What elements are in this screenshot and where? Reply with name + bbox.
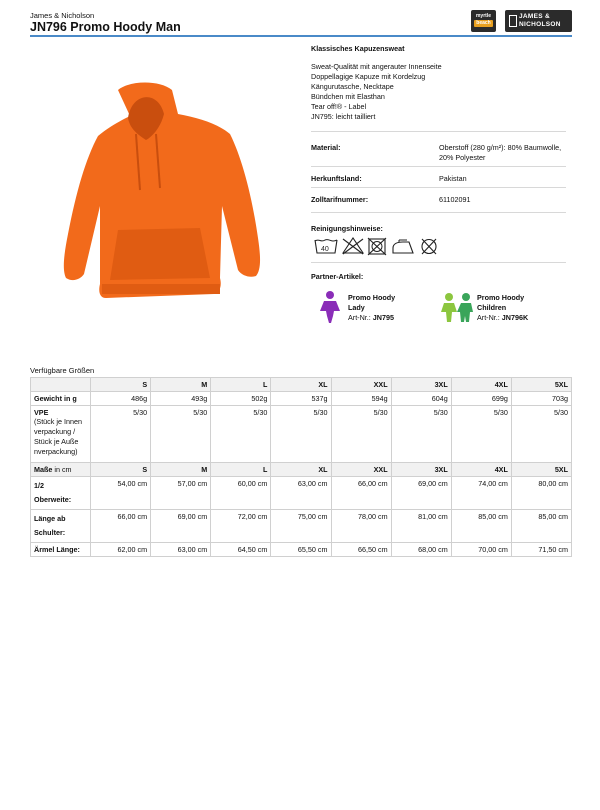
size-column-header: M bbox=[151, 378, 211, 392]
no-bleach-icon bbox=[343, 238, 363, 254]
vpe-row bbox=[31, 406, 572, 463]
weight-cell: 604g bbox=[391, 392, 451, 406]
vpe-cell: 5/30 bbox=[151, 406, 211, 463]
measure-column-header: XL bbox=[271, 463, 331, 477]
measure-column-header: XXL bbox=[331, 463, 391, 477]
measure-label bbox=[31, 463, 91, 477]
partner-name: Promo Hoody bbox=[348, 293, 396, 302]
myrtle-beach-logo bbox=[471, 10, 496, 32]
half-width-cell: 57,00 cm bbox=[151, 477, 211, 510]
weight-label: Gewicht in g bbox=[31, 392, 91, 406]
divider bbox=[311, 262, 566, 263]
child-boy-head bbox=[462, 293, 470, 301]
back-length-label bbox=[31, 510, 91, 543]
back-length-cell: 81,00 cm bbox=[391, 510, 451, 543]
divider bbox=[311, 166, 566, 167]
weight-cell: 537g bbox=[271, 392, 331, 406]
vpe-cell: 5/30 bbox=[331, 406, 391, 463]
product-heading: Klassisches Kapuzensweat bbox=[311, 44, 405, 53]
measure-label-unit: in cm bbox=[52, 465, 72, 474]
feature-item: Bündchen mit Elasthan bbox=[311, 92, 385, 101]
back-length-label-line: Länge ab bbox=[34, 514, 66, 523]
back-length-cell: 72,00 cm bbox=[211, 510, 271, 543]
sleeve-cell: 64,50 cm bbox=[211, 543, 271, 557]
partner-heading: Partner-Artikel: bbox=[311, 272, 364, 281]
spec-value-origin: Pakistan bbox=[439, 174, 467, 183]
half-width-cell: 60,00 cm bbox=[211, 477, 271, 510]
wash-40-icon bbox=[315, 240, 337, 253]
vpe-cell: 5/30 bbox=[391, 406, 451, 463]
measure-column-header: 5XL bbox=[511, 463, 571, 477]
vpe-label-note: (Stück je Innen verpackung / Stück je Auße nverpackung) bbox=[34, 417, 82, 456]
care-symbols bbox=[313, 236, 443, 256]
sleeve-cell: 62,00 cm bbox=[91, 543, 151, 557]
size-column-header: XXL bbox=[331, 378, 391, 392]
care-heading: Reinigungshinweise: bbox=[311, 224, 383, 233]
back-length-cell: 78,00 cm bbox=[331, 510, 391, 543]
spec-value-tariff: 61102091 bbox=[439, 195, 471, 204]
measure-label-bold: Maße bbox=[34, 465, 53, 474]
page-title: JN796 Promo Hoody Man bbox=[30, 20, 181, 34]
partner-children[interactable] bbox=[477, 293, 528, 323]
back-length-row bbox=[31, 510, 572, 543]
size-column-header: XL bbox=[271, 378, 331, 392]
vpe-label-title: VPE bbox=[34, 408, 49, 417]
hoody-waistband bbox=[102, 284, 220, 294]
size-header-blank bbox=[31, 378, 91, 392]
feature-item: Doppellagige Kapuze mit Kordelzug bbox=[311, 72, 426, 81]
lady-figure-icon bbox=[319, 290, 341, 324]
wash-temp-label: 40 bbox=[321, 246, 329, 253]
sleeve-cell: 68,00 cm bbox=[391, 543, 451, 557]
half-width-cell: 74,00 cm bbox=[451, 477, 511, 510]
feature-item: JN795: leicht tailliert bbox=[311, 112, 376, 121]
weight-cell: 502g bbox=[211, 392, 271, 406]
children-figure-icon bbox=[441, 292, 475, 324]
logo-jn-text-1: JAMES & bbox=[519, 13, 550, 20]
sleeve-row bbox=[31, 543, 572, 557]
back-length-cell: 85,00 cm bbox=[511, 510, 571, 543]
back-length-label-line: Schulter: bbox=[34, 528, 66, 537]
vpe-cell: 5/30 bbox=[511, 406, 571, 463]
spec-label-tariff: Zolltarifnummer: bbox=[311, 195, 369, 204]
feature-item: Kängurutasche, Necktape bbox=[311, 82, 394, 91]
measure-column-header: 4XL bbox=[451, 463, 511, 477]
sleeve-cell: 66,50 cm bbox=[331, 543, 391, 557]
hoody-pocket bbox=[110, 228, 210, 280]
feature-item: Sweat-Qualität mit angerauter Innenseite bbox=[311, 62, 442, 71]
lady-head bbox=[326, 291, 334, 299]
child-girl-head bbox=[445, 293, 453, 301]
partner-article-no: Art-Nr.: JN796K bbox=[477, 313, 529, 322]
weight-cell: 486g bbox=[91, 392, 151, 406]
james-nicholson-logo bbox=[505, 10, 572, 32]
partner-name: Promo Hoody bbox=[477, 293, 525, 302]
back-length-cell: 85,00 cm bbox=[451, 510, 511, 543]
vpe-cell: 5/30 bbox=[451, 406, 511, 463]
sleeve-label: Ärmel Länge: bbox=[31, 543, 91, 557]
half-width-label bbox=[31, 477, 91, 510]
logo-mark-icon bbox=[509, 15, 517, 27]
vpe-label bbox=[31, 406, 91, 463]
brand-name: James & Nicholson bbox=[30, 11, 95, 20]
sizes-caption: Verfügbare Größen bbox=[30, 366, 95, 375]
half-width-cell: 63,00 cm bbox=[271, 477, 331, 510]
back-length-cell: 75,00 cm bbox=[271, 510, 331, 543]
weight-cell: 493g bbox=[151, 392, 211, 406]
measure-column-header: 3XL bbox=[391, 463, 451, 477]
sleeve-cell: 70,00 cm bbox=[451, 543, 511, 557]
sleeve-cell: 63,00 cm bbox=[151, 543, 211, 557]
partner-article-no: Art-Nr.: JN795 bbox=[348, 313, 394, 322]
partner-name: Lady bbox=[348, 303, 365, 312]
partner-name: Children bbox=[477, 303, 507, 312]
size-header-row bbox=[31, 378, 572, 392]
divider bbox=[311, 187, 566, 188]
weight-cell: 594g bbox=[331, 392, 391, 406]
feature-item: Tear off!® - Label bbox=[311, 102, 367, 111]
hoody-product-image bbox=[60, 78, 270, 308]
no-dry-clean-icon bbox=[422, 239, 436, 254]
child-girl-body bbox=[441, 303, 457, 322]
vpe-cell: 5/30 bbox=[271, 406, 331, 463]
logo-jn-text-2: NICHOLSON bbox=[519, 21, 561, 28]
vpe-cell: 5/30 bbox=[211, 406, 271, 463]
half-width-label-line: Oberweite: bbox=[34, 495, 72, 504]
half-width-cell: 80,00 cm bbox=[511, 477, 571, 510]
spec-label-origin: Herkunftsland: bbox=[311, 174, 362, 183]
half-width-row bbox=[31, 477, 572, 510]
size-table bbox=[30, 377, 572, 557]
back-length-cell: 66,00 cm bbox=[91, 510, 151, 543]
divider bbox=[311, 131, 566, 132]
no-tumble-dry-icon bbox=[368, 238, 386, 255]
iron-icon bbox=[393, 240, 413, 253]
sleeve-cell: 65,50 cm bbox=[271, 543, 331, 557]
size-column-header: S bbox=[91, 378, 151, 392]
divider bbox=[311, 212, 566, 213]
spec-value-material: Oberstoff (280 g/m²): 80% Baumwolle, 20% Polyester bbox=[439, 143, 562, 162]
size-column-header: 4XL bbox=[451, 378, 511, 392]
logo-beach-text: beach bbox=[474, 20, 493, 27]
partner-lady[interactable] bbox=[348, 293, 395, 323]
sleeve-cell: 71,50 cm bbox=[511, 543, 571, 557]
half-width-cell: 54,00 cm bbox=[91, 477, 151, 510]
lady-body bbox=[320, 301, 340, 323]
measure-header-row bbox=[31, 463, 572, 477]
header-rule bbox=[30, 35, 572, 37]
weight-row bbox=[31, 392, 572, 406]
vpe-cell: 5/30 bbox=[91, 406, 151, 463]
measure-column-header: L bbox=[211, 463, 271, 477]
size-column-header: 5XL bbox=[511, 378, 571, 392]
half-width-cell: 69,00 cm bbox=[391, 477, 451, 510]
logo-myrtle-text: myrtle bbox=[475, 13, 491, 19]
half-width-cell: 66,00 cm bbox=[331, 477, 391, 510]
spec-label-material: Material: bbox=[311, 143, 341, 152]
half-width-label-line: 1/2 bbox=[34, 481, 44, 490]
weight-cell: 699g bbox=[451, 392, 511, 406]
child-boy-body bbox=[457, 303, 473, 322]
weight-cell: 703g bbox=[511, 392, 571, 406]
size-column-header: L bbox=[211, 378, 271, 392]
measure-column-header: M bbox=[151, 463, 211, 477]
size-column-header: 3XL bbox=[391, 378, 451, 392]
measure-column-header: S bbox=[91, 463, 151, 477]
back-length-cell: 69,00 cm bbox=[151, 510, 211, 543]
